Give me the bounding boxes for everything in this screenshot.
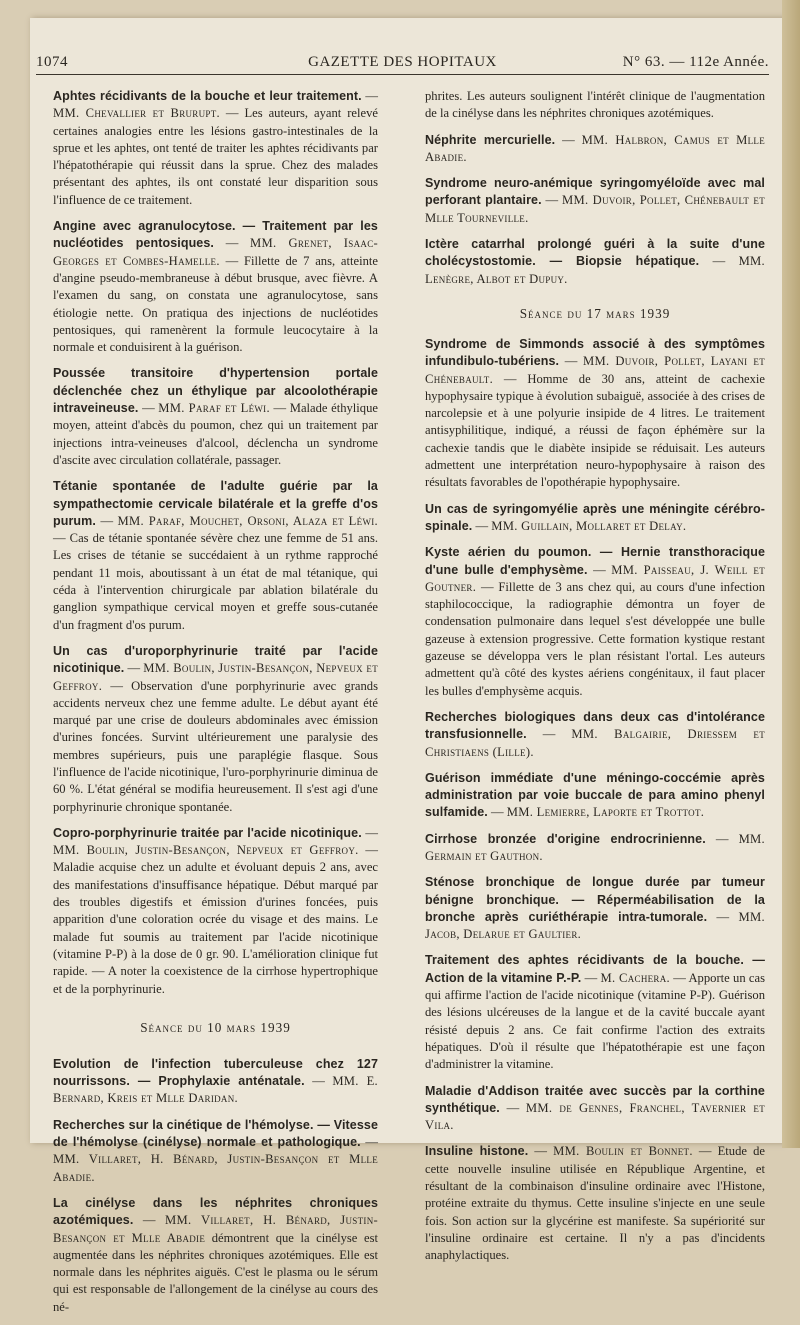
abstract-title: Ictère catarrhal prolongé guéri à la suite d'une cholécystostomie. — Biopsie hépatique. (425, 237, 765, 269)
abstract-authors: M. Cachera. (600, 970, 670, 985)
page-edge (782, 0, 800, 1148)
abstract-entry: Syndrome neuro-anémique syringomyéloïde avec mal perforant plantaire. — MM. Duvoir, Pollet, Chénebault et Mlle Tourneville. (425, 176, 766, 225)
abstract-title: Traitement des aphtes récidivants de la bouche. — Action de la vitamine P.-P. (425, 953, 765, 985)
abstract-entry: Traitement des aphtes récidivants de la bouche. — Action de la vitamine P.-P. — M. Cachera. — Apporte un cas qui affirme l'action de l'acide nicotinique (vitamine P-P). Guérison des lésions ulcéreuses de la langue et de la cavité buccale ayant résisté depuis 2 ans. Ce fait confirme l'action des extraits hépatiques. D'où il résulte que l'hépatothérapie est une façon d'administrer la vitamine. (425, 953, 765, 1072)
abstract-title: Insuline histone. (425, 1144, 529, 1159)
abstract-entry: Aphtes récidivants de la bouche et leur traitement. — MM. Chevallier et Brurupt. — Les auteurs, ayant relevé certaines analogies entre les lésions gastro-intestinales de la sprue et les aphtes, ont tenté de traiter les aphtes récidivants par l'hépatothérapie qui réussit dans la sprue. Chez des malades présentant des aphtes, ils ont constaté leur disparition sous l'influence de ce traitement. (53, 89, 378, 207)
abstract-entry: Ictère catarrhal prolongé guéri à la suite d'une cholécystostomie. — Biopsie hépatique. — MM. Lenègre, Albot et Dupuy. (425, 237, 766, 286)
abstract-title: Kyste aérien du poumon. — Hernie transthoracique d'une bulle d'emphysème. (425, 545, 765, 577)
abstract-entry: Recherches sur la cinétique de l'hémolyse. — Vitesse de l'hémolyse (cinélyse) normale et pathologique. — MM. Villaret, H. Bénard, Justin-Besançon et Mlle Abadie. (53, 1117, 378, 1184)
abstract-entry: Evolution de l'infection tuberculeuse chez 127 nourrissons. — Prophylaxie anténatale. — MM. E. Bernard, Kreis et Mlle Daridan. (53, 1056, 379, 1106)
abstract-authors: MM. E. Bernard, Kreis et Mlle Daridan. (53, 1074, 379, 1106)
issue-info: N° 63. — 112e Année. (622, 54, 769, 70)
abstract-title: Aphtes récidivants de la bouche et leur traitement. (53, 89, 362, 103)
abstract-authors: MM. Lenègre, Albot et Dupuy. (425, 254, 766, 286)
abstract-text: — Fillette de 7 ans, atteinte d'angine pseudo-membraneuse à début brusque, avec fièvre. A l'examen du sang, on constata une agranulocytose, sans étiologie nette. On pratiqua des injections de nucléotides pentosiques, qui ramenèrent la formule leucocytaire à la normale et conduisirent à la guérison. (53, 253, 378, 355)
abstract-entry: Tétanie spontanée de l'adulte guérie par la sympathectomie cervicale bilatérale et la greffe d'os purum. — MM. Paraf, Mouchet, Orsoni, Alaza et Léwi. — Cas de tétanie spontanée sévère chez une femme de 51 ans. Les crises de tétanie se succédaient à un rythme rapproché pendant 11 mois, aboutissant à un état de mal tétanique, qui céda à l'intervention chirurgicale par ablation bilatérale du ganglion sympathique cervical moyen et greffe sous-cutanée d'un fragment d'os purum. (53, 479, 378, 632)
left-column (53, 88, 378, 1325)
abstract-title: Guérison immédiate d'une méningo-coccémie après administration par voie buccale de para amino phenyl sulfamide. (425, 770, 765, 820)
abstract-entry: La cinélyse dans les néphrites chroniques azotémiques. — MM. Villaret, H. Bénard, Justin-Besançon et Mlle Abadie démontrent que la cinélyse est augmentée dans les néphrites chroniques azotémiques. Elle est normale dans les néphrites aiguës. C'est le plasma ou le sérum qui est responsable de l'allongement de la cinélyse au cours des né- (53, 1195, 378, 1314)
abstract-authors: MM. Villaret, H. Bénard, Justin-Besançon et Mlle Abadie. (53, 1152, 378, 1184)
abstract-authors: MM. Chevallier et Brurupt. (53, 106, 220, 121)
abstract-title: Recherches biologiques dans deux cas d'intolérance transfusionnelle. (425, 709, 765, 742)
abstract-entry: Un cas de syringomyélie après une méningite cérébro-spinale. — MM. Guillain, Mollaret et Delay. (425, 501, 765, 533)
abstract-authors: MM. Boulin et Bonnet. (553, 1144, 693, 1159)
abstract-entry: Un cas d'uroporphyrinurie traité par l'acide nicotinique. — MM. Boulin, Justin-Besançon, Nepveux et Geffroy. — Observation d'une porphyrinurie avec grands accidents nerveux chez une femme adulte. Le début ayant été marqué par une crise de douleurs abdominales avec émission d'urines foncées. Survint ultérieurement une paralysie des membres supérieurs, puis une paraplégie flasque. Sous l'influence de l'acide nicotinique, l'uro-porphyrinurie diminua de 60 %. L'état général se modifia heureusement. Il s'est agi d'une porphyrinurie chronique spontanée. (53, 643, 379, 814)
abstract-title: Syndrome neuro-anémique syringomyéloïde avec mal perforant plantaire. (425, 176, 765, 208)
abstract-authors: MM. Grenet, Isaac-Georges et Combes-Hamelle. (53, 236, 378, 268)
abstract-entry: Recherches biologiques dans deux cas d'intolérance transfusionnelle. — MM. Balgairie, Driessem et Christiaens (Lille). (425, 709, 765, 759)
abstract-text: — Observation d'une porphyrinurie avec grands accidents nerveux chez une femme adulte. Le début ayant été marqué par une crise de douleurs abdominales avec émission d'urines foncées. Survint ultérieurement une paralysie des membres supérieurs, puis une paraplégie flasque. Sous l'influence de l'acide nicotinique, l'uro-porphyrinurie diminua de 60 %. L'état général se modifia heureusement. Il s'est agi d'une porphyrinurie chronique spontanée. (53, 678, 379, 814)
abstract-authors: MM. Guillain, Mollaret et Delay. (491, 518, 687, 533)
abstract-authors: MM. Germain et Gauthon. (425, 831, 766, 863)
abstract-text: phrites. Les auteurs soulignent l'intérêt clinique de l'augmentation de la cinélyse dans les néphrites chroniques azotémiques. (425, 89, 765, 121)
abstract-text: — Apporte un cas qui affirme l'action de l'acide nicotinique (vitamine P-P). Guérison des lésions ulcéreuses de la langue et de la cavité buccale ayant résisté depuis 2 ans. Ce fait confirme l'action des extraits hépatiques. D'où il résulte que l'hépatothérapie est une façon d'administrer la vitamine. (425, 970, 765, 1072)
abstract-authors: MM. Villaret, H. Bénard, Justin-Besançon et Mlle Abadie (53, 1213, 378, 1245)
abstract-authors: MM. Paisseau, J. Weill et Goutner. (425, 562, 765, 594)
abstract-entry: Angine avec agranulocytose. — Traitement par les nucléotides pentosiques. — MM. Grenet, Isaac-Georges et Combes-Hamelle. — Fillette de 7 ans, atteinte d'angine pseudo-membraneuse à début brusque, avec fièvre. A l'examen du sang, on constata une agranulocytose, sans étiologie nette. On pratiqua des injections de nucléotides pentosiques, qui ramenèrent la formule leucocytaire à la normale et conduisirent à la guérison. (53, 219, 378, 355)
running-header (36, 48, 769, 75)
session-heading: Séance du 17 mars 1939 (519, 305, 671, 321)
journal-title: GAZETTE DES HOPITAUX (308, 54, 497, 70)
abstract-authors: MM. Lemierre, Laporte et Trottot. (506, 805, 705, 820)
abstract-authors: MM. Balgairie, Driessem et Christiaens (Lille). (425, 727, 765, 759)
abstract-entry: Guérison immédiate d'une méningo-coccémie après administration par voie buccale de para amino phenyl sulfamide. — MM. Lemierre, Laporte et Trottot. (425, 770, 765, 820)
abstract-entry: Maladie d'Addison traitée avec succès par la corthine synthétique. — MM. de Gennes, Franchel, Tavernier et Vila. (425, 1083, 765, 1133)
abstract-title: Néphrite mercurielle. (425, 132, 556, 147)
right-column (425, 88, 765, 1274)
abstract-title: Un cas de syringomyélie après une méningite cérébro-spinale. (425, 501, 765, 533)
abstract-text: démontrent que la cinélyse est augmentée dans les néphrites chroniques azotémiques. Elle est normale dans les néphrites aiguës. C'est le plasma ou le sérum qui est responsable de l'allongement de la cinélyse au cours des né- (53, 1230, 378, 1314)
abstract-text: — Les auteurs, ayant relevé certaines analogies entre les lésions gastro-intestinales de la sprue et les aphtes, ont tenté de traiter les aphtes récidivants par l'hépatothérapie qui réussit dans la sprue. Chez des malades présentant des aphtes, ils ont constaté leur disparition sous l'influence de ce traitement. (53, 106, 378, 207)
abstract-entry: Néphrite mercurielle. — MM. Halbron, Camus et Mlle Abadie. (425, 132, 766, 164)
abstract-entry: Copro-porphyrinurie traitée par l'acide nicotinique. — MM. Boulin, Justin-Besançon, Nepveux et Geffroy. — Maladie acquise chez un adulte et évoluant depuis 2 ans, avec des manifestations d'insuffisance hépatique. Début marqué par des troubles digestifs et émission d'urines foncées, puis apparition d'une coloration ocrée du visage et des mains. Le malade fut soumis au traitement par l'acide nicotinique (vitamine P-P) à la dose de 0 gr. 90. L'amélioration clinique fut rapide. — A noter la coexistence de la cirrhose hypertrophique et de la porphyrinurie. (53, 825, 378, 996)
abstract-title: Angine avec agranulocytose. — Traitement par les nucléotides pentosiques. (53, 219, 378, 251)
abstract-authors: MM. Paraf, Mouchet, Orsoni, Alaza et Léwi. (117, 513, 378, 528)
abstract-entry: Cirrhose bronzée d'origine endrocrinienne. — MM. Germain et Gauthon. (425, 831, 766, 863)
abstract-text: — Etude de cette nouvelle insuline utilisée en République Argentine, et résultant de la combinaison d'insuline ordinaire avec l'Histone, protéine extraite du thymus. Cette insuline s'injecte en une seule fois. Son action sur la glycérine est manifeste. Sa supériorité sur l'insuline ordinaire est certaine. Il n'y a pas d'incidents anaphylactiques. (425, 1144, 765, 1263)
abstract-authors: MM. Duvoir, Pollet, Layani et Chénebault. (425, 354, 765, 386)
abstract-authors: MM. de Gennes, Franchel, Tavernier et Vila. (425, 1100, 765, 1133)
abstract-authors: MM. Boulin, Justin-Besançon, Nepveux et Geffroy. (53, 843, 359, 858)
abstract-title: Sténose bronchique de longue durée par tumeur bénigne bronchique. — Réperméabilisation de la bronche après curiéthérapie intra-tumorale. (425, 875, 765, 924)
page-number: 1074 (36, 54, 68, 70)
abstract-title: Cirrhose bronzée d'origine endrocrinienne. (425, 831, 706, 846)
abstract-entry: Sténose bronchique de longue durée par tumeur bénigne bronchique. — Réperméabilisation de la bronche après curiéthérapie intra-tumorale. — MM. Jacob, Delarue et Gaultier. (425, 875, 765, 942)
abstract-title: Maladie d'Addison traitée avec succès par la corthine synthétique. (425, 1083, 765, 1115)
abstract-text: — Homme de 30 ans, atteint de cachexie hypophysaire typique à évolution subaiguë, associée à des crises de narcolepsie et à une polyurie insipide de 4 litres. Le traitement antisyphilitique, indiqué, a réussi de façon éphémère sur la cachexie tandis que le diabète insipide se réduisait. Les auteurs admettent une interprétation neuro-hypophysaire à raison des résultats favorables de l'opothérapie hypophysaire. (425, 371, 765, 490)
abstract-entry (425, 88, 765, 123)
abstract-authors: MM. Duvoir, Pollet, Chénebault et Mlle Tourneville. (425, 193, 766, 225)
abstract-title: Poussée transitoire d'hypertension portale déclenchée chez un éthylique par alcoolothérapie intraveineuse. (53, 366, 378, 416)
abstract-title: Copro-porphyrinurie traitée par l'acide nicotinique. (53, 825, 362, 840)
abstract-entry: Insuline histone. — MM. Boulin et Bonnet. — Etude de cette nouvelle insuline utilisée en République Argentine, et résultant de la combinaison d'insuline ordinaire avec l'Histone, protéine extraite du thymus. Cette insuline s'injecte en une seule fois. Son action sur la glycérine est manifeste. Sa supériorité sur l'insuline ordinaire est certaine. Il n'y a pas d'incidents anaphylactiques. (425, 1144, 765, 1263)
abstract-text: — Maladie acquise chez un adulte et évoluant depuis 2 ans, avec des manifestations d'insuffisance hépatique. Début marqué par des troubles digestifs et émission d'urines foncées, puis apparition d'une coloration ocrée du visage et des mains. Le malade fut soumis au traitement par l'acide nicotinique (vitamine P-P) à la dose de 0 gr. 90. L'amélioration clinique fut rapide. — A noter la coexistence de la cirrhose hypertrophique et de la porphyrinurie. (53, 843, 378, 996)
abstract-text: — Malade éthylique moyen, atteint d'abcès du poumon, chez qui un traitement par injections intra-veineuses d'alcool, déclencha un syndrome d'ascite avec circulation collatérale, passager. (53, 401, 378, 467)
abstract-title: Recherches sur la cinétique de l'hémolyse. — Vitesse de l'hémolyse (cinélyse) normale et pathologique. (53, 1117, 378, 1150)
abstract-title: Tétanie spontanée de l'adulte guérie par la sympathectomie cervicale bilatérale et la greffe d'os purum. (53, 479, 378, 528)
abstract-title: Syndrome de Simmonds associé à des symptômes infundibulo-tubériens. (425, 336, 765, 369)
abstract-title: La cinélyse dans les néphrites chroniques azotémiques. (53, 1195, 378, 1228)
abstract-title: Evolution de l'infection tuberculeuse chez 127 nourrissons. — Prophylaxie anténatale. (53, 1056, 378, 1089)
abstract-entry: Syndrome de Simmonds associé à des symptômes infundibulo-tubériens. — MM. Duvoir, Pollet, Layani et Chénebault. — Homme de 30 ans, atteint de cachexie hypophysaire typique à évolution subaiguë, associée à des crises de narcolepsie et à une polyurie insipide de 4 litres. Le traitement antisyphilitique, indiqué, a réussi de façon éphémère sur la cachexie tandis que le diabète insipide se réduisait. Les auteurs admettent une interprétation neuro-hypophysaire à raison des résultats favorables de l'opothérapie hypophysaire. (425, 336, 765, 490)
abstract-text: — Cas de tétanie spontanée sévère chez une femme de 51 ans. Les crises de tétanie se succédaient à un rythme rapproché pendant 11 mois, aboutissant à un état de mal tétanique, qui céda à l'intervention chirurgicale par ablation bilatérale du ganglion sympathique cervical moyen et greffe sous-cutanée d'un fragment d'os purum. (53, 531, 378, 632)
abstract-text: — Fillette de 3 ans chez qui, au cours d'une infection staphilococcique, la radiographie démontra un foyer de condensation pulmonaire dans lequel s'est développée une bulle gazeuse à extension progressive. Cette formation kystique restant gazeuse se développa vers le plan résistant l'ortal. Les auteurs admettent qu'à côté des kystes aériens congénitaux, il faut placer les bulles d'emphysème acquis. (425, 579, 765, 698)
abstract-authors: MM. Paraf et Léwi. (158, 401, 270, 416)
abstract-authors: MM. Halbron, Camus et Mlle Abadie. (425, 132, 766, 164)
abstract-entry: Kyste aérien du poumon. — Hernie transthoracique d'une bulle d'emphysème. — MM. Paisseau, J. Weill et Goutner. — Fillette de 3 ans chez qui, au cours d'une infection staphilococcique, la radiographie démontra un foyer de condensation pulmonaire dans lequel s'est développée une bulle gazeuse à extension progressive. Cette formation kystique restant gazeuse se développa vers le plan résistant l'ortal. Les auteurs admettent qu'à côté des kystes aériens congénitaux, il faut placer les bulles d'emphysème acquis. (425, 545, 765, 698)
session-heading: Séance du 10 mars 1939 (140, 1019, 291, 1035)
abstract-title: Un cas d'uroporphyrinurie traité par l'acide nicotinique. (53, 643, 378, 676)
abstract-authors: MM. Jacob, Delarue et Gaultier. (425, 909, 765, 942)
abstract-authors: MM. Boulin, Justin-Besançon, Nepveux et Geffroy. (53, 661, 378, 693)
abstract-entry: Poussée transitoire d'hypertension portale déclenchée chez un éthylique par alcoolothérapie intraveineuse. — MM. Paraf et Léwi. — Malade éthylique moyen, atteint d'abcès du poumon, chez qui un traitement par injections intra-veineuses d'alcool, déclencha un syndrome d'ascite avec circulation collatérale, passager. (53, 366, 378, 467)
